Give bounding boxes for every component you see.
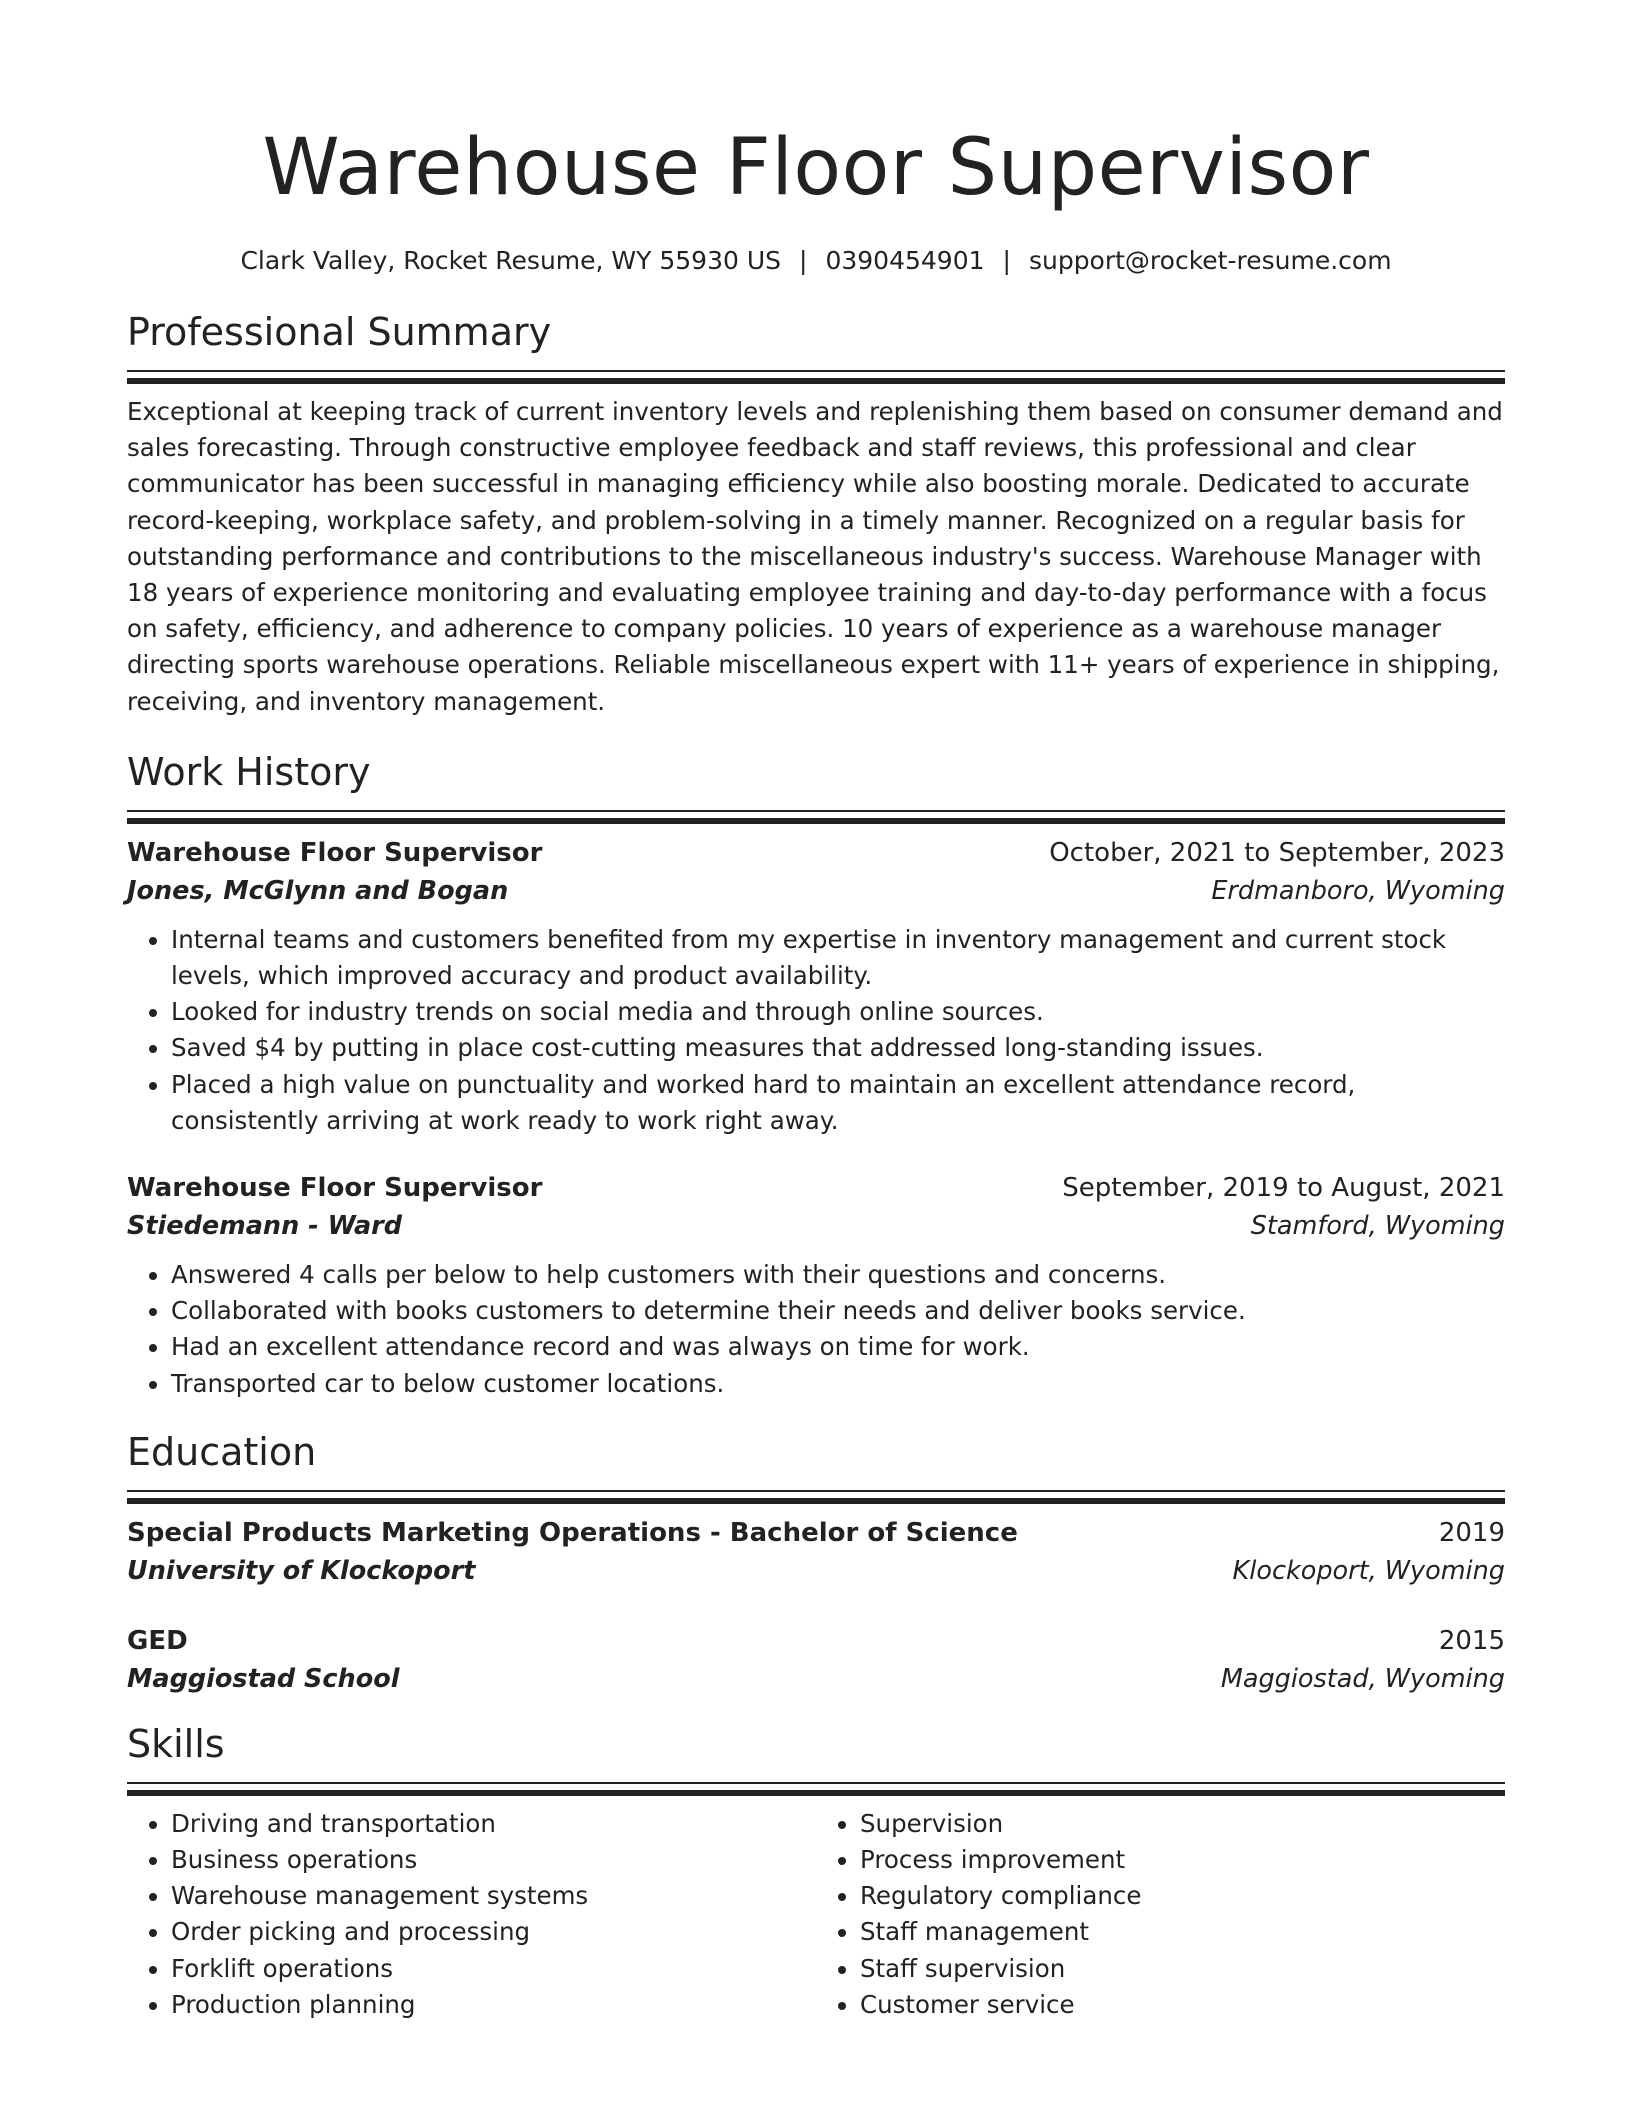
education-year: 2015 — [1438, 1625, 1505, 1656]
job-bullet: • Looked for industry trends on social media and through online sources. — [171, 994, 1505, 1030]
skills-list-right — [816, 1806, 1505, 2023]
section-divider — [127, 810, 1505, 834]
skill-item: • Regulatory compliance — [860, 1878, 1505, 1914]
job-header-row — [127, 1169, 1505, 1207]
education-section — [127, 1426, 1505, 1698]
job-location: Erdmanboro, Wyoming — [1211, 875, 1505, 906]
skill-item: • Driving and transportation — [171, 1806, 816, 1842]
education-header-row — [127, 1622, 1505, 1660]
contact-separator: | — [1002, 246, 1011, 275]
education-entry — [127, 1622, 1505, 1698]
job-bullet: • Saved $4 by putting in place cost-cutting measures that addressed long-standing issues. — [171, 1030, 1505, 1066]
contact-line — [127, 244, 1505, 278]
job-company-row — [127, 1207, 1505, 1245]
contact-phone: 0390454901 — [825, 246, 985, 275]
education-header-row — [127, 1514, 1505, 1552]
skill-item: • Warehouse management systems — [171, 1878, 816, 1914]
section-divider — [127, 1782, 1505, 1806]
contact-separator: | — [799, 246, 808, 275]
job-company: Stiedemann - Ward — [127, 1211, 402, 1242]
summary-text: Exceptional at keeping track of current inventory levels and replenishing them based on consumer demand and sales forecasting. Through constructive employee feedback and staff reviews, this professional and clear communicator has been successful in managing efficiency while also boosting morale. Dedicated to accurate record-keeping, workplace safety, and problem-solving in a timely manner. Recognized on a regular basis for outstanding performance and contributions to the miscellaneous industry's success. Warehouse Manager with 18 years of experience monitoring and evaluating employee training and day-to-day performance with a focus on safety, efficiency, and adherence to company policies. 10 years of experience as a warehouse manager directing sports warehouse operations. Reliable miscellaneous expert with 11+ years of experience in shipping, receiving, and inventory management. — [127, 397, 1503, 716]
job-bullet: • Collaborated with books customers to determine their needs and deliver books service. — [171, 1293, 1505, 1329]
skills-list-left — [127, 1806, 816, 2023]
education-location: Maggiostad, Wyoming — [1220, 1663, 1505, 1694]
education-location: Klockoport, Wyoming — [1232, 1555, 1505, 1586]
job-title: Warehouse Floor Supervisor — [127, 1173, 543, 1204]
job-dates: October, 2021 to September, 2023 — [1049, 837, 1505, 868]
section-title-skills: Skills — [127, 1721, 225, 1766]
job-bullet: • Transported car to below customer locations. — [171, 1366, 1505, 1402]
section-divider — [127, 1490, 1505, 1514]
candidate-name: Warehouse Floor Supervisor — [262, 123, 1370, 213]
work-history-section — [127, 746, 1505, 1402]
job-bullet: • Internal teams and customers benefited from my expertise in inventory management and current stock levels, which improved accuracy and product availability. — [171, 922, 1505, 994]
education-year: 2019 — [1438, 1517, 1505, 1548]
job-location: Stamford, Wyoming — [1250, 1211, 1505, 1242]
section-title-work-history: Work History — [127, 749, 371, 794]
section-divider — [127, 370, 1505, 394]
job-bullets — [127, 922, 1505, 1139]
skill-item: • Customer service — [860, 1987, 1505, 2023]
job-title: Warehouse Floor Supervisor — [127, 837, 543, 868]
skill-item: • Business operations — [171, 1842, 816, 1878]
education-entry — [127, 1514, 1505, 1590]
education-school-row — [127, 1552, 1505, 1590]
contact-email: support@rocket-resume.com — [1028, 246, 1392, 275]
skills-columns — [127, 1806, 1505, 2023]
skill-item: • Production planning — [171, 1987, 816, 2023]
skill-item: • Supervision — [860, 1806, 1505, 1842]
job-company: Jones, McGlynn and Bogan — [127, 875, 509, 906]
education-degree: Special Products Marketing Operations - Bachelor of Science — [127, 1517, 1018, 1548]
skill-item: • Staff supervision — [860, 1951, 1505, 1987]
summary-section — [127, 306, 1505, 720]
education-school-row — [127, 1660, 1505, 1698]
job-dates: September, 2019 to August, 2021 — [1062, 1173, 1505, 1204]
skill-item: • Process improvement — [860, 1842, 1505, 1878]
section-title-education: Education — [127, 1429, 317, 1474]
section-title-summary: Professional Summary — [127, 310, 552, 354]
job-bullet: • Had an excellent attendance record and was always on time for work. — [171, 1329, 1505, 1365]
skill-item: • Forklift operations — [171, 1951, 816, 1987]
job-header-row — [127, 834, 1505, 872]
job-entry — [127, 834, 1505, 1139]
job-bullet: • Answered 4 calls per below to help customers with their questions and concerns. — [171, 1257, 1505, 1293]
job-bullet: • Placed a high value on punctuality and worked hard to maintain an excellent attendance record, consistently arriving at work ready to work right away. — [171, 1067, 1505, 1139]
skill-item: • Staff management — [860, 1914, 1505, 1950]
contact-address: Clark Valley, Rocket Resume, WY 55930 US — [240, 246, 782, 275]
skill-item: • Order picking and processing — [171, 1914, 816, 1950]
job-bullets — [127, 1257, 1505, 1402]
skills-section — [127, 1718, 1505, 2023]
job-company-row — [127, 872, 1505, 910]
education-school: University of Klockoport — [127, 1555, 476, 1586]
education-school: Maggiostad School — [127, 1663, 400, 1694]
job-entry — [127, 1169, 1505, 1402]
education-degree: GED — [127, 1625, 188, 1656]
